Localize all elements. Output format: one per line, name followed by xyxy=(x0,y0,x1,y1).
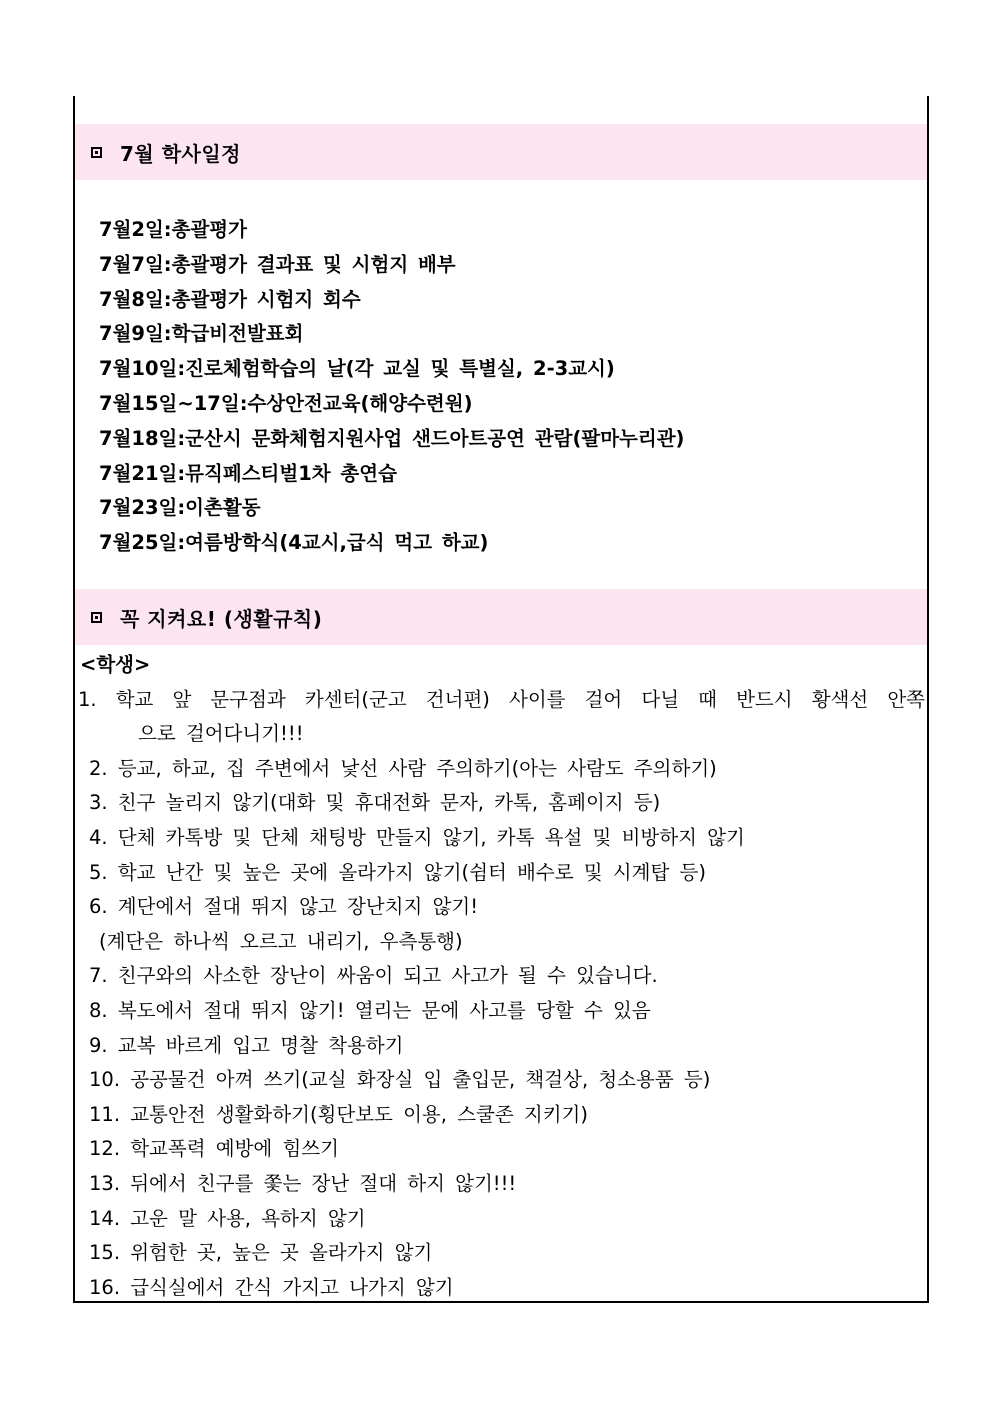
schedule-list xyxy=(99,213,684,561)
schedule-title: 7월 학사일정 xyxy=(120,141,241,166)
notice-frame xyxy=(73,96,929,1303)
square-bullet-icon xyxy=(91,147,102,158)
rule-word: 황색선 xyxy=(811,687,869,711)
rule-item: 4. 단체 카톡방 및 단체 채팅방 만들지 않기, 카톡 욕설 및 비방하지 않기 xyxy=(89,825,745,849)
rule-word: 다닐 xyxy=(641,687,680,711)
rule-word: 건너편) xyxy=(425,687,490,711)
rule-note: (계단은 하나씩 오르고 내리기, 우측통행) xyxy=(99,929,463,953)
schedule-item: 7월15일~17일:수상안전교육(해양수련원) xyxy=(99,391,473,415)
rule-item: 6. 계단에서 절대 뛰지 않고 장난치지 않기! xyxy=(89,895,479,919)
schedule-item: 7월21일:뮤직페스티벌1차 총연습 xyxy=(99,461,397,485)
schedule-item: 7월9일:학급비전발표회 xyxy=(99,322,304,346)
schedule-item: 7월7일:총괄평가 결과표 및 시험지 배부 xyxy=(99,252,456,276)
schedule-item: 7월10일:진로체험학습의 날(각 교실 및 특별실, 2-3교시) xyxy=(99,357,615,381)
rule-1-continuation: 으로 걸어다니기!!! xyxy=(138,722,304,746)
rule-word: 앞 xyxy=(172,687,192,711)
audience-label: <학생> xyxy=(80,653,151,676)
rules-body xyxy=(75,648,927,1305)
rule-item: 7. 친구와의 사소한 장난이 싸움이 되고 사고가 될 수 있습니다. xyxy=(89,964,658,988)
rule-word: 학교 xyxy=(115,687,154,711)
rule-1-line xyxy=(78,683,925,718)
rule-item: 15. 위험한 곳, 높은 곳 올라가지 않기 xyxy=(89,1241,433,1265)
rule-item: 10. 공공물건 아껴 쓰기(교실 화장실 입 출입문, 책걸상, 청소용품 등) xyxy=(89,1068,711,1092)
rules-list xyxy=(75,683,927,1306)
rule-word: 반드시 xyxy=(736,687,793,711)
rule-item: 2. 등교, 하교, 집 주변에서 낯선 사람 주의하기(아는 사람도 주의하기) xyxy=(89,756,717,780)
schedule-item: 7월2일:총괄평가 xyxy=(99,218,247,241)
rule-item: 5. 학교 난간 및 높은 곳에 올라가지 않기(쉼터 배수로 및 시계탑 등) xyxy=(89,860,706,884)
rule-word: 1. xyxy=(78,687,97,711)
rules-header xyxy=(75,589,927,645)
schedule-item: 7월23일:이촌활동 xyxy=(99,496,261,520)
rule-item: 9. 교복 바르게 입고 명찰 착용하기 xyxy=(89,1033,404,1057)
schedule-item: 7월18일:군산시 문화체험지원사업 샌드아트공연 관람(팔마누리관) xyxy=(99,426,685,450)
schedule-header xyxy=(75,124,927,180)
rule-word: 사이를 xyxy=(508,687,566,711)
schedule-item: 7월8일:총괄평가 시험지 회수 xyxy=(99,287,361,311)
square-bullet-icon xyxy=(91,612,102,623)
rule-item: 12. 학교폭력 예방에 힘쓰기 xyxy=(89,1137,339,1161)
rule-item: 3. 친구 놀리지 않기(대화 및 휴대전화 문자, 카톡, 홈페이지 등) xyxy=(89,791,661,815)
rule-item: 11. 교통안전 생활화하기(횡단보도 이용, 스쿨존 지키기) xyxy=(89,1102,588,1126)
rule-word: 때 xyxy=(698,687,717,711)
rule-item: 8. 복도에서 절대 뛰지 않기! 열리는 문에 사고를 당할 수 있음 xyxy=(89,998,651,1022)
rule-item xyxy=(75,683,927,752)
rule-word: 안쪽 xyxy=(887,687,925,711)
rule-word: 카센터(군고 xyxy=(304,687,407,711)
rule-word: 걸어 xyxy=(584,687,623,711)
rule-word: 문구점과 xyxy=(210,687,286,711)
rule-item: 16. 급식실에서 간식 가지고 나가지 않기 xyxy=(89,1275,454,1299)
schedule-item: 7월25일:여름방학식(4교시,급식 먹고 하교) xyxy=(99,531,489,555)
rules-title: 꼭 지켜요! (생활규칙) xyxy=(120,606,323,631)
rule-item: 14. 고운 말 사용, 욕하지 않기 xyxy=(89,1206,366,1230)
rule-item: 13. 뒤에서 친구를 쫓는 장난 절대 하지 않기!!! xyxy=(89,1171,517,1195)
